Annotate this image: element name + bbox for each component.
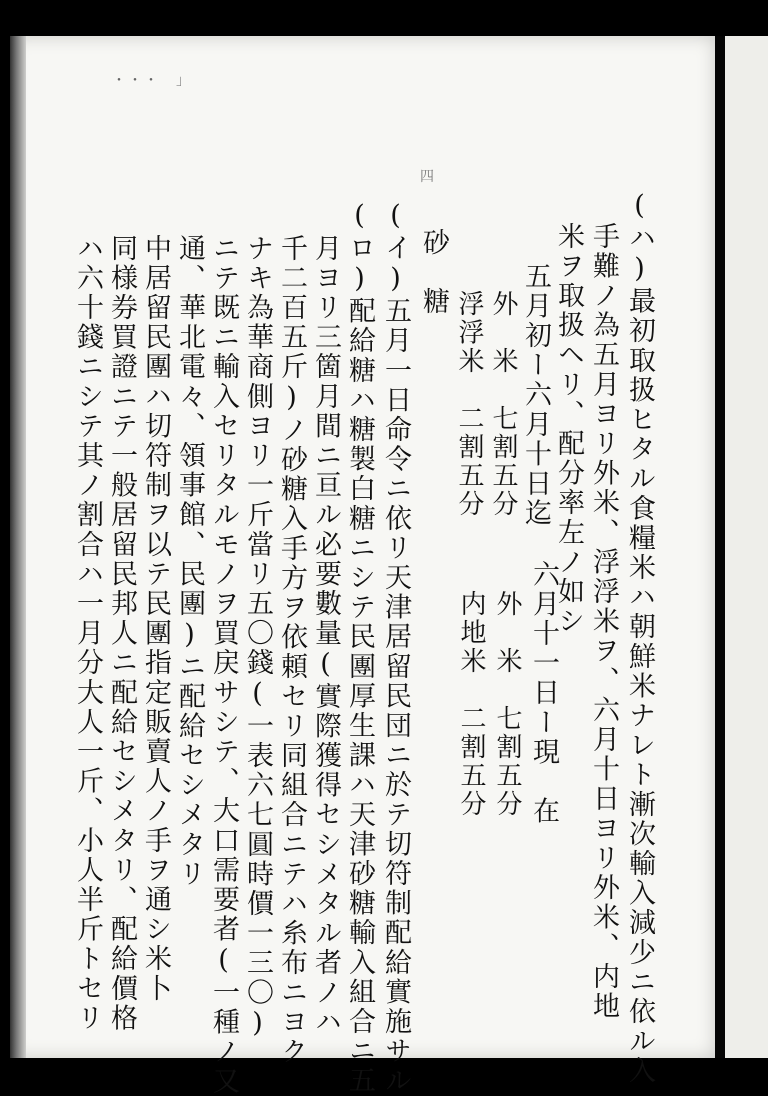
text-column-10: (ロ)配給糖ハ糖製白糖ニシテ民團厚生課ハ天津砂糖輸入組合ニ五 <box>344 200 375 1096</box>
text-column-7b: 内地米 二割五分 <box>456 590 486 819</box>
text-column-1: (ハ)最初取扱ヒタル食糧米ハ朝鮮米ナレト漸次輸入減少ニ依ル入 <box>624 190 655 1086</box>
text-column-12: 千二百五斤)ノ砂糖入手方ヲ依頼セリ同組合ニテハ糸布ニヨク <box>276 234 307 1067</box>
text-column-2: 手難ノ為五月ヨリ外米、浮浮米ヲ、六月十日ヨリ外米、内地 <box>588 222 619 1022</box>
text-column-17: 同様券買證ニテ一般居留民邦人ニ配給セシメタリ、配給價格 <box>106 234 137 1034</box>
section-heading-sugar: 砂 糖 <box>418 228 449 317</box>
header-mark: ・・・ ｣ <box>112 73 185 89</box>
text-column-6a: 浮浮米 二割五分 <box>454 290 484 519</box>
text-column-15: 通、華北電々、領事館、民團)ニ配給セシメタリ <box>174 234 205 890</box>
text-column-5b: 六月十一日ー現 在 <box>528 560 559 827</box>
text-column-16: 中居留民團ハ切符制ヲ以テ民團指定販賣人ノ手ヲ通シ米卜 <box>140 234 171 1004</box>
text-column-4: 五月初ー六月十日迄 <box>520 262 551 529</box>
text-column-5a: 外 米 七割五分 <box>488 290 518 519</box>
text-column-14: ニテ既ニ輸入セリタルモノヲ買戻サシテ、大口需要者(一種ノ又 <box>208 234 239 1096</box>
page-number: 四 <box>420 169 434 185</box>
text-column-3: 米ヲ取扱ヘリ、配分率左ノ如シ <box>553 222 584 637</box>
page-binding-edge <box>10 36 26 1058</box>
text-column-18: ハ六十錢ニシテ其ノ割合ハ一月分大人一斤、小人半斤トセリ <box>72 234 103 1034</box>
adjacent-page-edge <box>725 36 768 1058</box>
text-column-6b: 外 米 七割五分 <box>492 590 522 819</box>
text-column-11: 月ヨリ三箇月間ニ亘ル必要數量(實際獲得セシメタル者ノハ <box>310 234 341 1038</box>
text-column-9: (イ)五月一日命令ニ依リ天津居留民団ニ於テ切符制配給實施サル <box>380 200 411 1096</box>
book-spine <box>715 36 725 1058</box>
text-column-13: ナキ為華商側ヨリ一斤當リ五〇錢(一表六七圓時價一三〇) <box>242 234 273 1042</box>
